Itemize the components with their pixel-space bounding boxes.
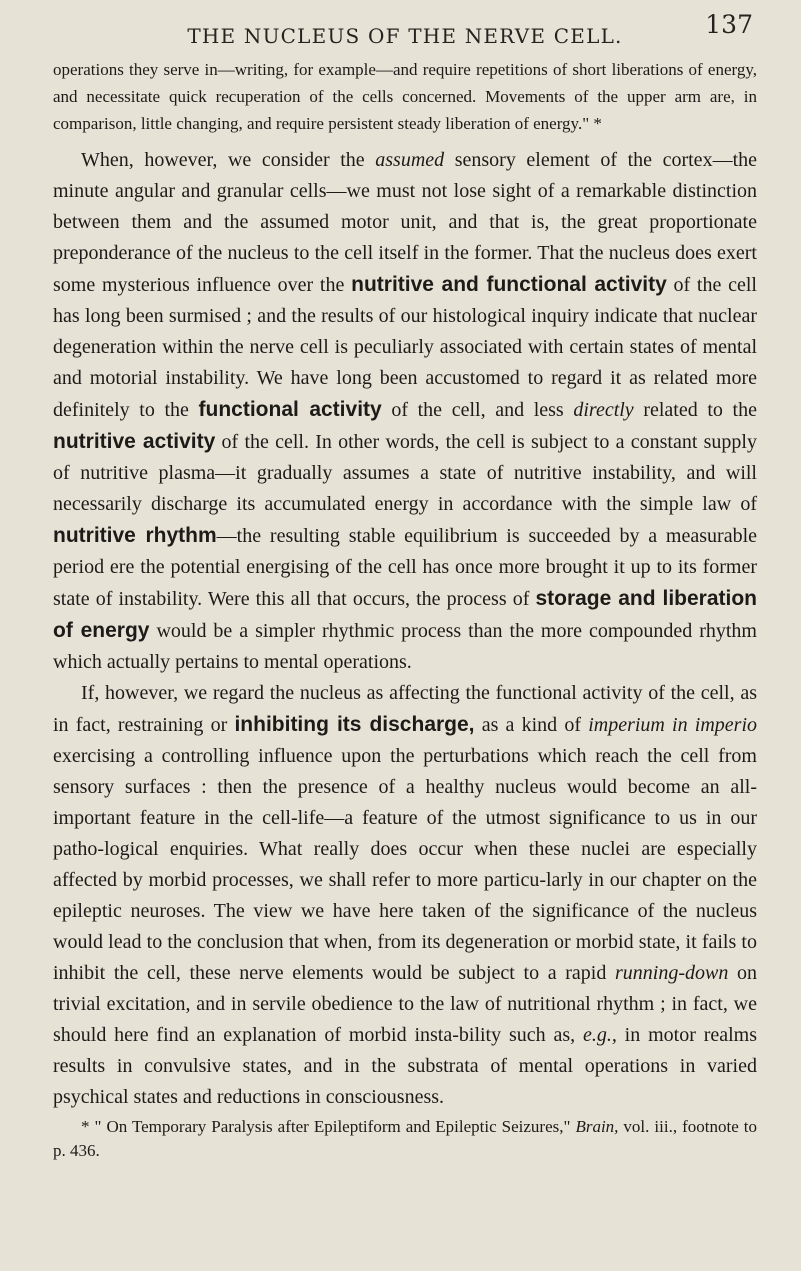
emphasis-imperium: imperium in imperio [588, 714, 758, 736]
emphasis-nutritive-rhythm: nutritive rhythm [53, 524, 217, 547]
text-run: of the cell, and less [381, 399, 574, 421]
emphasis-storage-liberation: storage and liberation of energy [53, 587, 757, 642]
body-text [53, 56, 757, 1163]
emphasis-running-down: running-down [615, 962, 729, 984]
text-run: on trivial excitation, and in servile obedience to the law of nutritional rhythm ; in fact, we should here find an explanation of morbid insta-bility such as, [53, 962, 757, 1046]
quote-continuation: operations they serve in—writing, for example—and require repetitions of short liberations of energy, and necessitate quick recuperation of the cells concerned. Movements of the upper arm are, in comparison, little changing, and require persistent steady liberation of energy." * [53, 60, 757, 133]
text-run: vol. iii., footnote to p. 436. [53, 1117, 757, 1160]
emphasis-directly: directly [573, 399, 634, 421]
running-head [53, 0, 757, 56]
emphasis-journal-title: Brain, [575, 1117, 619, 1136]
text-run: sensory element of the cortex—the minute angular and granular cells—we must not lose sight of a remarkable distinction between them and the assumed motor unit, and that is, the great proportionate preponderance of the nucleus to the cell itself in the former. That the nucleus does exert some mysterious influence over the [53, 149, 757, 296]
emphasis-eg: e.g., [582, 1024, 617, 1046]
paragraph-nucleus-influence [53, 145, 757, 678]
emphasis-nutritive-functional: nutritive and functional activity [351, 273, 667, 296]
running-title: THE NUCLEUS OF THE NERVE CELL. [187, 24, 623, 48]
text-run: of the cell. In other words, the cell is subject to a constant supply of nutritive plasma—it gradually assumes a state of nutritive instability, and will necessarily discharge its accumulated energy in accordance with the simple law of [53, 431, 757, 515]
text-run: When, however, we consider the [81, 149, 376, 171]
text-run: —the resulting stable equilibrium is succeeded by a measurable period ere the potential energising of the cell has once more brought it up to its former state of instability. Were this all that occurs, the process of [53, 525, 758, 610]
paragraph-inhibition [53, 678, 757, 1113]
emphasis-assumed: assumed [375, 149, 445, 171]
footnote [53, 1115, 757, 1163]
text-run: exercising a controlling influence upon the perturbations which reach the cell from sensory surfaces : then the presence of a healthy nucleus would become an all-important feature in the cell-life—a feature of the utmost significance to us in our patho-logical enquiries. What really does occur when these nuclei are especially affected by morbid processes, we shall refer to more particu-larly in our chapter on the epileptic neuroses. The view we have here taken of the significance of the nucleus would lead to the conclusion that when, from its degeneration or morbid state, it fails to inhibit the cell, these nerve elements would be subject to a rapid [53, 745, 757, 984]
text-run: of the cell has long been surmised ; and the results of our histological inquiry indicate that nuclear degeneration within the nerve cell is peculiarly associated with certain states of mental and motorial instability. We have long been accustomed to regard it as related more definitely to the [53, 274, 757, 421]
emphasis-nutritive-activity: nutritive activity [53, 430, 216, 453]
emphasis-inhibiting-discharge: inhibiting its discharge, [234, 713, 475, 736]
emphasis-functional-activity: functional activity [198, 398, 382, 421]
text-run: If, however, we regard the nucleus as affecting the functional activity of the cell, as in fact, restraining or [53, 682, 757, 736]
text-run: would be a simpler rhythmic process than the more compounded rhythm which actually pertains to mental operations. [53, 620, 757, 673]
page-number: 137 [705, 10, 753, 39]
text-run: related to the [633, 399, 757, 421]
text-run: * " On Temporary Paralysis after Epileptiform and Epileptic Seizures," [81, 1117, 576, 1136]
text-run: as a kind of [474, 714, 589, 736]
text-run: in motor realms results in convulsive states, and in the substrata of mental operations in varied psychical states and reductions in consciousness. [53, 1024, 758, 1108]
